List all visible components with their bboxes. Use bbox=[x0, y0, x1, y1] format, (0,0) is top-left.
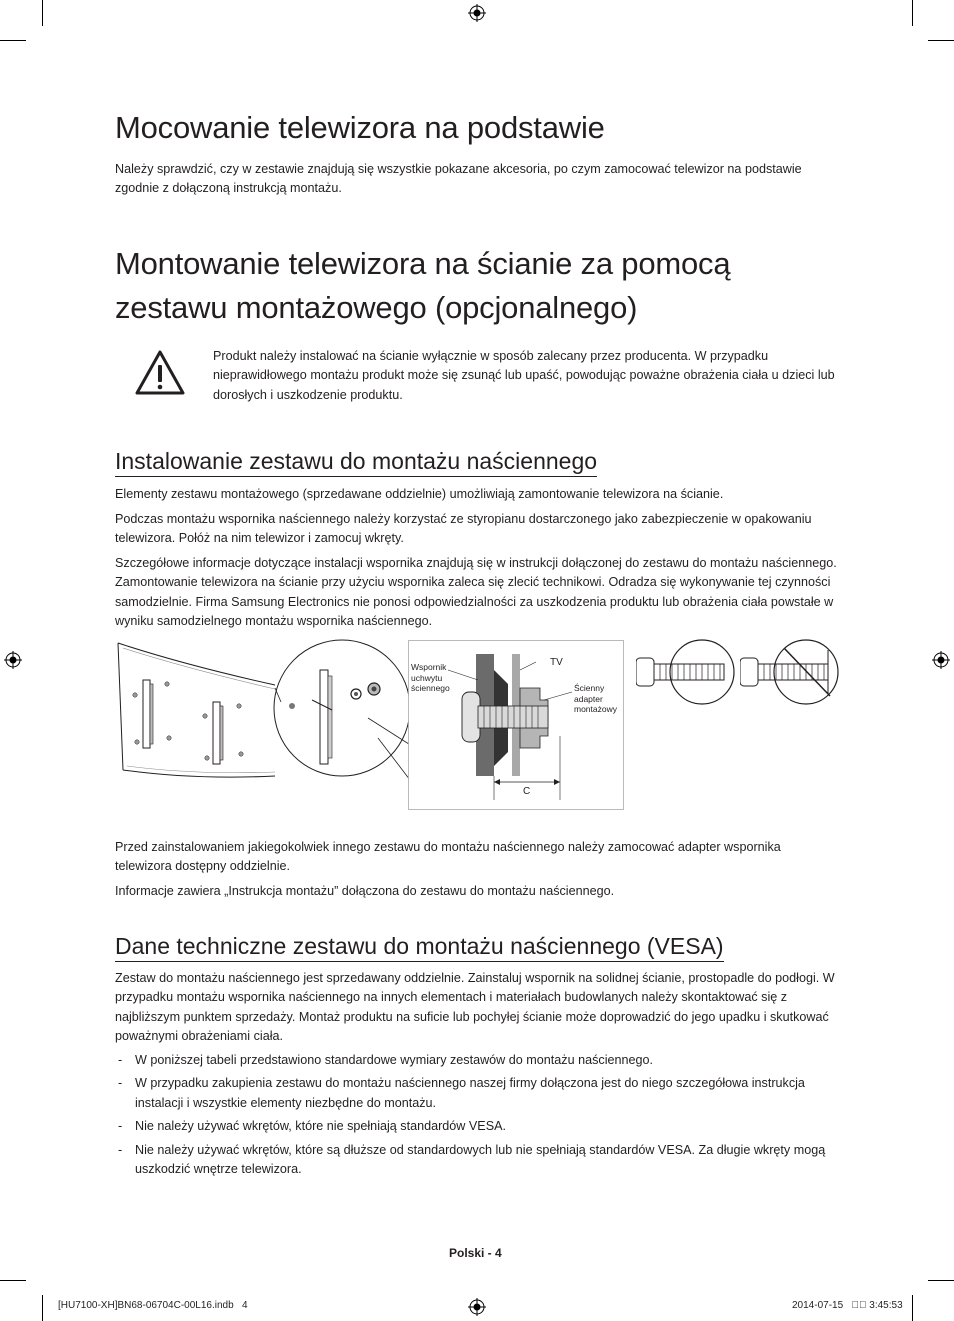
crop-mark bbox=[42, 1295, 43, 1321]
file-name: [HU7100-XH]BN68-06704C-00L16.indb 4 bbox=[58, 1300, 248, 1311]
list-item: - Nie należy używać wkrętów, które nie spełniają standardów VESA. bbox=[118, 1119, 506, 1134]
list-item: - Nie należy używać wkrętów, które są dłuższe od standardowych lub nie spełniają standardów VESA. Za długie wkręty mogą uszkodzić wnętrze telewizora. bbox=[118, 1142, 826, 1177]
warning-text: Produkt należy instalować na ścianie wyłącznie w sposób zalecany przez producenta. W przypadku nieprawidłowego montażu produkt może się zsunąć lub upaść, powodując poważne obrażenia ciała u dzieci lub dorosłych i uszkodzenie produktu. bbox=[213, 349, 835, 402]
wall-mount-title-line2: zestawu montażowego (opcjonalnego) bbox=[115, 290, 638, 325]
vesa-heading: Dane techniczne zestawu do montażu naściennego (VESA) bbox=[115, 932, 724, 962]
page-number: Polski - 4 bbox=[449, 1246, 502, 1260]
install-paragraph-1: Elementy zestawu montażowego (sprzedawane oddzielnie) umożliwiają zamontowanie telewizora na ścianie. bbox=[115, 487, 724, 501]
install-kit-heading: Instalowanie zestawu do montażu naściennego bbox=[115, 447, 597, 477]
vesa-paragraph: Zestaw do montażu naściennego jest sprzedawany oddzielnie. Zainstaluj wspornik na solidnej ścianie, prostopadle do podłogi. W przypadku montażu wspornika naściennego na innych elementach i materiałach budowlanych należy skontaktować się z najbliższym punktem sprzedaży. Montaż produktu na suficie lub pochyłej ścianie może doprowadzić do jego upadku i skutkować poważnymi obrażeniami ciała. bbox=[115, 971, 835, 1043]
vesa-bullet-list bbox=[115, 1051, 840, 1184]
crop-mark bbox=[912, 0, 913, 26]
registration-mark-icon bbox=[468, 4, 486, 22]
list-item: - W poniższej tabeli przedstawiono standardowe wymiary zestawów do montażu naściennego. bbox=[118, 1053, 654, 1067]
install-paragraph-2: Podczas montażu wspornika naściennego należy korzystać ze styropianu dostarczonego jako zabezpieczenie w opakowaniu telewizora. Połóż na nim telewizor i zamocuj wkręty. bbox=[115, 512, 812, 546]
list-item: - W przypadku zakupienia zestawu do montażu naściennego naszej firmy dołączona jest do niego szczegółowa instrukcja instalacji i wszystkie elementy niezbędne do montażu. bbox=[118, 1076, 805, 1110]
warning-triangle-icon bbox=[133, 348, 187, 398]
correct-screw-icon bbox=[636, 638, 736, 706]
label-bracket: Wspornik uchwytu ściennego bbox=[411, 662, 450, 693]
registration-mark-icon bbox=[468, 1298, 486, 1316]
crop-mark bbox=[912, 1295, 913, 1321]
install-paragraph-4: Przed zainstalowaniem jakiegokolwiek innego zestawu do montażu naściennego należy zamocować adapter wspornika telewizora dostępny oddzielnie. bbox=[115, 840, 781, 874]
crop-mark bbox=[0, 40, 26, 41]
registration-mark-icon bbox=[4, 651, 22, 669]
install-paragraph-3: Szczegółowe informacje dotyczące instalacji wspornika znajdują się w instrukcji dołączonej do zestawu do montażu naściennego. Zamontowanie telewizora na ścianie przy użyciu wspornika zaleca się zlecić technikowi. Odradza się wykonywanie tej czynności samodzielnie. Firma Samsung Electronics nie ponosi odpowiedzialności za uszkodzenia produktu lub obrażenia ciała powstałe w wyniku samodzielnego montażu wspornika naściennego. bbox=[115, 556, 837, 628]
install-paragraph-5: Informacje zawiera „Instrukcja montażu” dołączona do zestawu do montażu naściennego. bbox=[115, 884, 615, 898]
label-tv: TV bbox=[550, 657, 563, 668]
label-dimension-c: C bbox=[523, 786, 531, 797]
intro-paragraph: Należy sprawdzić, czy w zestawie znajdują się wszystkie pokazane akcesoria, po czym zamocować telewizor na podstawie zgodnie z dołączoną instrukcją montażu. bbox=[115, 162, 802, 196]
crop-mark bbox=[42, 0, 43, 26]
page-title: Mocowanie telewizora na podstawie bbox=[115, 110, 605, 145]
print-date-time: 2014-07-15 ￿￿ 3:45:53 bbox=[792, 1300, 903, 1311]
wall-mount-title-line1: Montowanie telewizora na ścianie za pomocą bbox=[115, 246, 731, 281]
label-adapter: Ścienny adapter montażowy bbox=[574, 683, 617, 714]
crop-mark bbox=[0, 1280, 26, 1281]
crop-mark bbox=[928, 40, 954, 41]
incorrect-screw-icon bbox=[740, 638, 840, 706]
crop-mark bbox=[928, 1280, 954, 1281]
bracket-zoom-illustration bbox=[272, 638, 412, 778]
registration-mark-icon bbox=[932, 651, 950, 669]
